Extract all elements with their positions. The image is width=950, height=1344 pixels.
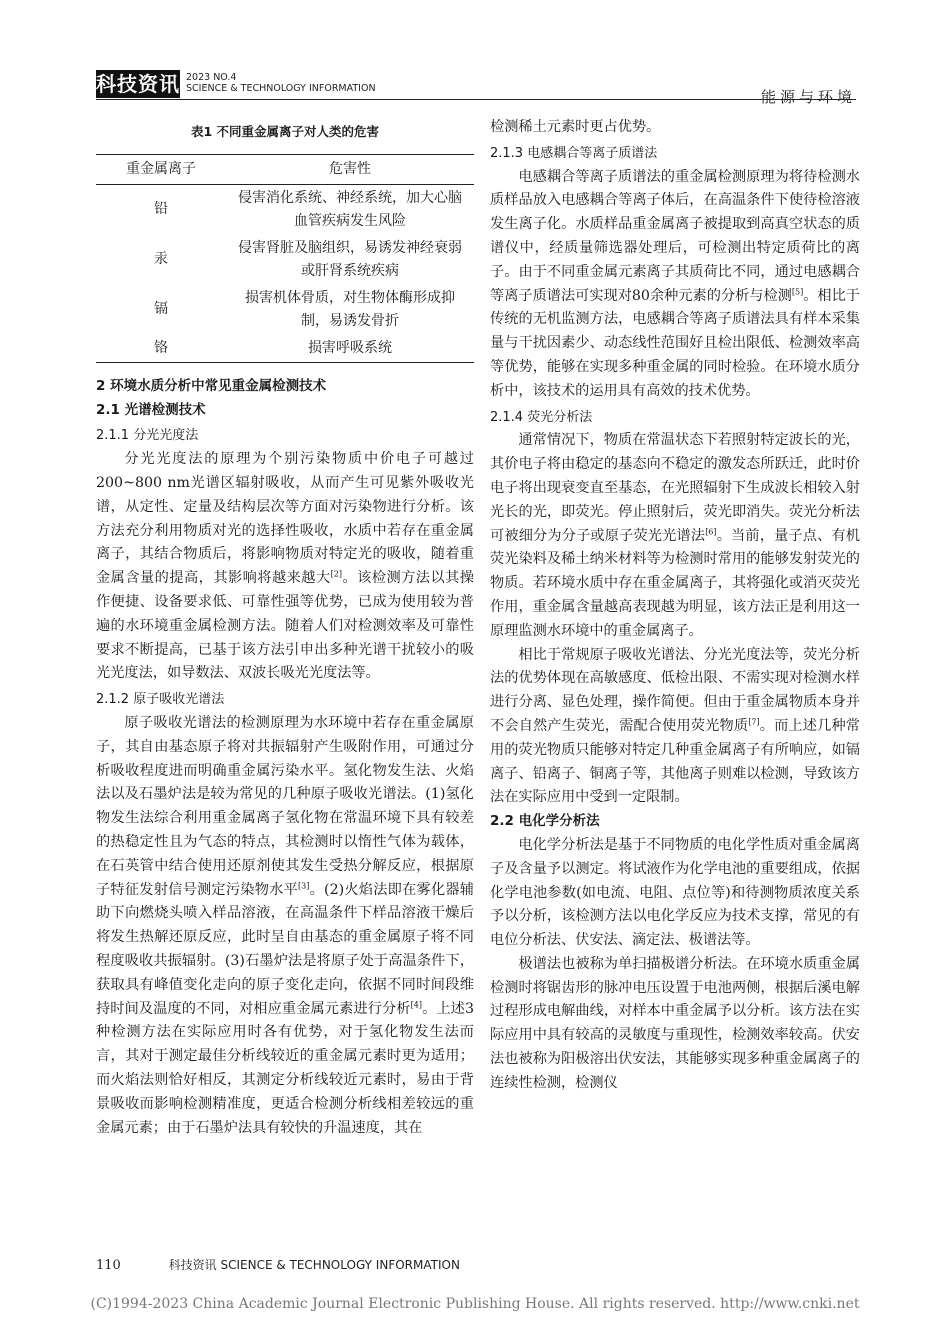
journal-logo: 科技资讯 [96,72,180,96]
table-cell-metal: 铅 [154,201,168,218]
table-row [96,184,474,235]
journal-english-name: SCIENCE & TECHNOLOGY INFORMATION [186,83,376,94]
paragraph-2-1-2 [96,712,474,1140]
citation: [4] [410,999,422,1009]
table-row [96,235,474,285]
paragraph-text: 。(2)火焰法即在雾化器辅助下向燃烧头喷入样品溶液，在高温条件下样品溶液干燥后将发生热解还原反应，此时呈自由基态的重金属原子将不同程度吸收共振辐射。(3)石墨炉法是将原子处于高温条件下，获取具有峰值变化走向的原子变化走向，依据不同时间段维持时间及温度的不同，对相应重金属元素进行分析 [96,881,474,1017]
section-name: 能源与环境 [760,88,856,106]
paragraph-text: 。当前，量子点、有机荧光染料及稀土纳米材料等为检测时常用的能够发射荧光的物质。若环境水质中存在重金属离子，其将强化或消灭荧光作用，重金属含量越高表现越为明显，该方法正是利用这一原理监测水环境中的重金属离子。 [490,527,860,639]
heading-2-1-1: 2.1.1 分光光度法 [96,428,199,444]
paragraph-text: 。该检测方法以其操作便捷、设备要求低、可靠性强等优势，已成为使用较为普遍的水环境重金属检测方法。随着人们对检测效率及可靠性要求不断提高，已基于该方法引申出多种光谱干扰较小的吸光光度法，如导数法、双波长吸光光度法等。 [96,570,474,682]
issue-number: 2023 NO.4 [186,72,237,83]
paragraph-text: 通常情况下，物质在常温状态下若照射特定波长的光，其价电子将由稳定的基态向不稳定的激发态所跃迁，此时价电子将出现衰变直至基态，在光照辐射下生成波长相较入射光长的光，即荧光。停止照射后，荧光即消失。荧光分析法可被细分为分子或原子荧光光谱法 [490,432,860,544]
paragraph-continued: 检测稀土元素时更占优势。 [490,119,661,135]
citation: [3] [298,880,310,890]
copyright-line: (C)1994-2023 China Academic Journal Electronic Publishing House. All rights reserved. http://www.cnki.net [90,1296,860,1312]
citation: [5] [791,286,804,296]
heading-2-1-4: 2.1.4 荧光分析法 [490,409,593,425]
paragraph-2-2-b: 极谱法也被称为单扫描极谱分析法。在环境水质重金属检测时将锯齿形的脉冲电压设置于电池两侧，根据后溪电解过程形成电解曲线，对样本中重金属予以分析。该方法在实际应用中具有较高的灵敏度与重现性，检测效率较高。伏安法也被称为阳极溶出伏安法，其能够实现多种重金属离子的连续性检测，检测仪 [490,955,860,1091]
paragraph-2-1-3 [490,166,860,404]
paragraph-text: 分光光度法的原理为个别污染物质中价电子可越过200~800 nm光谱区辐射吸收，从而产生可见紫外吸收光谱，从定性、定量及结构层次等方面对污染物进行分析。该方法充分利用物质对光的选择性吸收，水质中若存在重金属离子，其结合物质后，将影响物质对特定光的吸收，随着重金属含量的提高，其影响将越来越大 [96,451,474,587]
table-cell-metal: 汞 [154,251,168,268]
heading-2-1: 2.1 光谱检测技术 [96,401,206,418]
left-column [96,116,474,1140]
paragraph-2-1-1 [96,448,474,686]
table-row [96,335,474,363]
paragraph-text: 。上述3种检测方法在实际应用时各有优势，对于氢化物发生法而言，其对于测定最佳分析线较近的重金属元素时更为适用；而火焰法则恰好相反，其测定分析线较近元素时，易由于背景吸收而影响检测精准度，更适合检测分析线相差较远的重金属元素；由于石墨炉法具有较快的升温速度，其在 [96,1000,474,1136]
table-header-hazard: 危害性 [226,154,474,184]
heading-2-1-2: 2.1.2 原子吸收光谱法 [96,692,225,708]
page-number: 110 [96,1258,121,1273]
paragraph-2-2: 电化学分析法是基于不同物质的电化学性质对重金属离子及含量予以测定。将试液作为化学电池的重要组成，依据化学电池参数(如电流、电阻、点位等)和待测物质浓度关系予以分析，该检测方法以电化学反应为技术支撑，常见的有电位分析法、伏安法、滴定法、极谱法等。 [490,836,860,949]
footer-journal: 科技资讯 SCIENCE & TECHNOLOGY INFORMATION [168,1258,460,1272]
citation: [2] [330,569,342,579]
table-cell-effect: 损害呼吸系统 [226,335,474,363]
hazard-table [96,154,474,363]
paragraph-text: 原子吸收光谱法的检测原理为水环境中若存在重金属原子，其自由基态原子将对共振辐射产生吸附作用，可通过分析吸收程度进而明确重金属污染水平。氢化物发生法、火焰法以及石墨炉法是较为常见的几种原子吸收光谱法。(1)氢化物发生法综合利用重金属离子氢化物在常温环境下具有较差的热稳定性且为气态的特点，其检测时以惰性气体为载体，在石英管中结合使用还原剂使其发生受热分解反应，根据原子特征发射信号测定污染物水平 [96,714,474,898]
citation: [7] [748,717,760,727]
table-cell-effect: 损害机体骨质，对生物体酶形成抑制，易诱发骨折 [245,289,455,329]
header-rule [96,99,856,100]
citation: [6] [705,526,717,536]
table-cell-metal: 铬 [96,335,226,363]
table-row [96,285,474,335]
paragraph-2-1-4 [490,429,860,643]
heading-2-1-3: 2.1.3 电感耦合等离子质谱法 [490,145,658,161]
heading-2-2: 2.2 电化学分析法 [490,813,600,830]
paragraph-2-1-4-b [490,644,860,811]
heading-section-2: 2 环境水质分析中常见重金属检测技术 [96,377,327,394]
journal-issue-block [186,72,376,94]
paragraph-text: 。相比于传统的无机监测方法，电感耦合等离子质谱法具有样本采集量与干扰因素少、动态线性范围好且检出限低、检测效率高等优势，能够在实现多种重金属的同时检验。在环境水质分析中，该技术的运用具有高效的技术优势。 [490,287,860,399]
table-cell-effect: 侵害肾脏及脑组织，易诱发神经衰弱或肝肾系统疾病 [238,239,462,279]
table-cell-effect: 侵害消化系统、神经系统，加大心脑血管疾病发生风险 [238,189,462,229]
table-header-metal: 重金属离子 [96,154,226,184]
paragraph-text: 。而上述几种常用的荧光物质只能够对特定几种重金属离子有所响应，如镉离子、铅离子、铜离子等，其他离子则难以检测，导致该方法在实际应用中受到一定限制。 [490,717,860,806]
paragraph-text: 电感耦合等离子质谱法的重金属检测原理为将待检测水质样品放入电感耦合等离子体后，在高温条件下使待检溶液发生离子化。水质样品重金属离子被提取到高真空状态的质谱仪中，经质量筛选器处理后，可检测出特定质荷比的离子。由于不同重金属元素离子其质荷比不同，通过电感耦合等离子质谱法可实现对80余种元素的分析与检测 [490,168,860,304]
table-caption: 表1 不同重金属离子对人类的危害 [190,124,380,139]
paragraph-text: 相比于常规原子吸收光谱法、分光光度法等，荧光分析法的优势体现在高敏感度、低检出限、不需实现对检测水样进行分离、显色处理，操作简便。但由于重金属物质本身并不会自然产生荧光，需配合使用荧光物质 [490,646,860,734]
page-footer [96,1256,460,1273]
right-column [490,116,860,1096]
table-cell-metal: 镉 [154,301,168,318]
